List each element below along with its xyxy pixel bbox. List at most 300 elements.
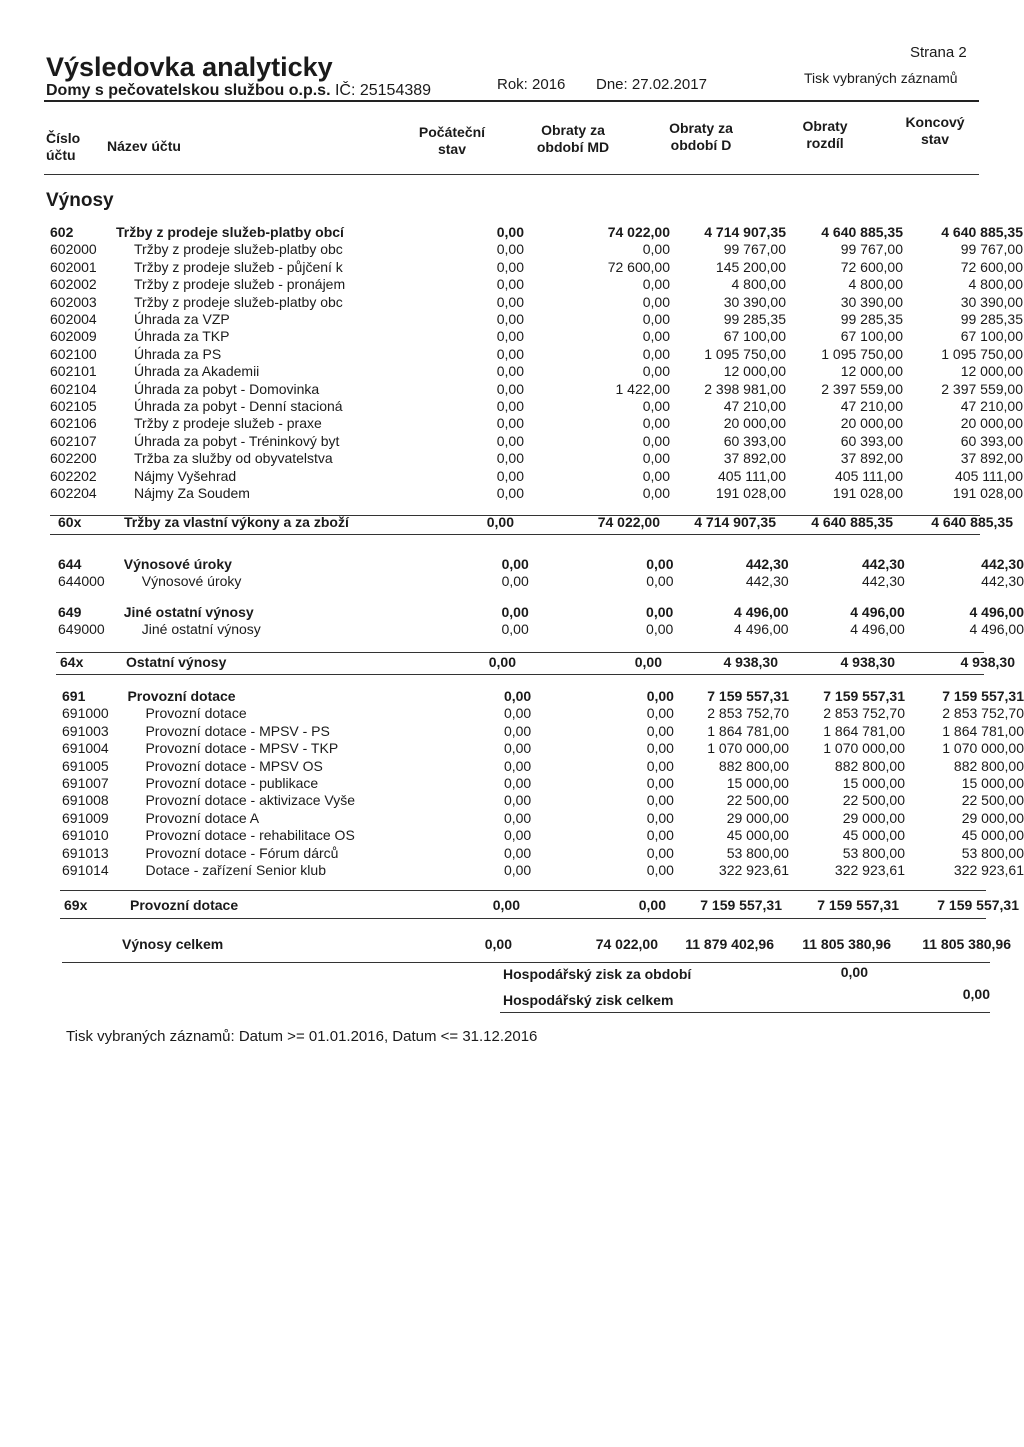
turnover-d: 99 767,00 <box>723 241 786 258</box>
account-name: Dotace - zařízení Senior klub <box>145 862 326 879</box>
account-code: 644 <box>58 556 82 572</box>
account-name: Úhrada za Akademii <box>134 363 260 380</box>
account-code: 602107 <box>50 432 97 449</box>
account-row <box>50 363 1023 380</box>
account-code: 691000 <box>62 705 109 722</box>
print-filter-footer: Tisk vybraných záznamů: Datum >= 01.01.2016, Datum <= 31.12.2016 <box>66 1028 538 1045</box>
turnover-difference: 7 159 557,31 <box>823 688 905 704</box>
col-turnover-difference-line1: Obraty <box>802 118 848 134</box>
closing-balance: 11 805 380,96 <box>922 936 1011 952</box>
turnover-d: 30 390,00 <box>723 293 786 310</box>
closing-balance: 60 393,00 <box>960 432 1023 449</box>
turnover-md: 0,00 <box>646 688 674 704</box>
account-name: Provozní dotace <box>127 688 236 704</box>
subtotal-60x <box>58 514 1013 531</box>
account-name: Úhrada za pobyt - Tréninkový byt <box>134 432 340 449</box>
turnover-d: 442,30 <box>745 573 789 590</box>
account-code: 644000 <box>58 573 105 590</box>
turnover-difference: 882 800,00 <box>834 757 905 774</box>
turnover-difference: 4 640 885,35 <box>821 224 903 240</box>
opening-balance: 0,00 <box>501 556 529 572</box>
account-row <box>58 621 1024 638</box>
account-row <box>50 381 1023 398</box>
account-row <box>50 450 1023 467</box>
turnover-difference: 405 111,00 <box>835 467 903 484</box>
turnover-difference: 4 496,00 <box>850 621 905 638</box>
opening-balance: 0,00 <box>501 573 529 590</box>
turnover-d: 29 000,00 <box>726 809 789 826</box>
turnover-d: 1 070 000,00 <box>707 740 789 757</box>
opening-balance: 0,00 <box>496 380 524 397</box>
organization-line <box>46 82 431 100</box>
account-name: Provozní dotace - rehabilitace OS <box>145 827 355 844</box>
revenue-table-602 <box>50 224 1023 503</box>
turnover-md: 74 022,00 <box>595 936 658 952</box>
opening-balance: 0,00 <box>503 809 532 826</box>
account-code: 60x <box>58 514 82 530</box>
turnover-d: 322 923,61 <box>718 862 789 879</box>
col-turnover-md <box>523 122 623 156</box>
turnover-d: 67 100,00 <box>723 328 786 345</box>
turnover-md: 0,00 <box>646 809 674 826</box>
closing-balance: 442,30 <box>981 556 1024 572</box>
revenue-table-691 <box>62 688 1024 879</box>
turnover-difference: 2 397 559,00 <box>821 380 903 397</box>
organization-name: Domy s pečovatelskou službou o.p.s. <box>46 82 331 99</box>
turnover-difference: 1 095 750,00 <box>821 345 903 362</box>
account-code: 602 <box>50 224 74 240</box>
col-turnover-difference <box>780 118 870 152</box>
account-name: Tržby z prodeje služeb-platby obcí <box>116 224 344 240</box>
account-code: 602009 <box>50 328 97 345</box>
turnover-md: 1 422,00 <box>615 380 670 397</box>
account-code: 602106 <box>50 415 97 432</box>
turnover-d: 4 938,30 <box>723 654 778 670</box>
col-opening-balance-line2: stav <box>437 141 467 157</box>
turnover-md: 0,00 <box>646 792 674 809</box>
account-name: Úhrada za VZP <box>134 311 230 328</box>
account-row <box>50 433 1023 450</box>
summary-row <box>58 514 1013 531</box>
print-selection-label: Tisk vybraných záznamů <box>804 70 958 86</box>
account-name: Tržby z prodeje služeb - praxe <box>134 415 322 432</box>
turnover-d: 45 000,00 <box>726 827 789 844</box>
turnover-md: 0,00 <box>646 604 674 620</box>
col-turnover-difference-line2: rozdíl <box>806 135 844 151</box>
turnover-md: 0,00 <box>642 241 670 258</box>
turnover-d: 145 200,00 <box>715 258 786 275</box>
account-name: Tržby z prodeje služeb - půjčení k <box>134 258 343 275</box>
report-year: Rok: 2016 <box>497 76 566 93</box>
closing-balance: 2 397 559,00 <box>941 380 1023 397</box>
account-row <box>50 294 1023 311</box>
col-turnover-d-line2: období D <box>670 137 732 153</box>
opening-balance: 0,00 <box>496 485 524 502</box>
account-code: 691003 <box>62 722 109 739</box>
turnover-md: 0,00 <box>646 775 674 792</box>
account-code: 602105 <box>50 398 97 415</box>
opening-balance: 0,00 <box>503 792 532 809</box>
turnover-md: 0,00 <box>646 757 674 774</box>
turnover-difference: 72 600,00 <box>840 258 903 275</box>
turnover-md: 0,00 <box>642 467 670 484</box>
turnover-d: 882 800,00 <box>718 757 789 774</box>
account-code <box>64 936 122 953</box>
turnover-difference: 67 100,00 <box>840 328 903 345</box>
account-code: 602202 <box>50 467 97 484</box>
revenue-total <box>64 936 1011 953</box>
col-opening-balance-line1: Počáteční <box>418 124 486 140</box>
closing-balance: 405 111,00 <box>955 467 1023 484</box>
account-name: Tržba za služby od obyvatelstva <box>134 450 333 467</box>
rule-below-profit <box>500 1012 990 1013</box>
closing-balance: 882 800,00 <box>953 757 1024 774</box>
account-code: 602204 <box>50 485 97 502</box>
opening-balance: 0,00 <box>503 722 532 739</box>
turnover-difference: 99 285,35 <box>840 311 903 328</box>
opening-balance: 0,00 <box>503 740 532 757</box>
turnover-md: 72 600,00 <box>607 258 670 275</box>
closing-balance: 322 923,61 <box>953 862 1024 879</box>
closing-balance: 1 095 750,00 <box>941 345 1023 362</box>
account-name: Jiné ostatní výnosy <box>141 621 261 638</box>
account-name: Provozní dotace - MPSV - TKP <box>145 740 339 757</box>
col-closing-balance <box>895 114 975 148</box>
turnover-difference: 442,30 <box>861 556 905 572</box>
account-row <box>62 688 1024 705</box>
account-name: Ostatní výnosy <box>126 654 227 670</box>
turnover-d: 20 000,00 <box>723 415 786 432</box>
turnover-difference: 99 767,00 <box>840 241 903 258</box>
account-row <box>62 862 1024 879</box>
account-name: Nájmy Za Soudem <box>134 485 250 502</box>
subtotal-69x <box>64 897 1019 914</box>
col-account-name: Název účtu <box>107 138 181 154</box>
account-code: 691013 <box>62 844 109 861</box>
closing-balance: 1 864 781,00 <box>942 722 1024 739</box>
account-name: Provozní dotace - MPSV OS <box>145 757 323 774</box>
account-name: Tržby z prodeje služeb-platby obc <box>134 293 343 310</box>
turnover-difference: 30 390,00 <box>840 293 903 310</box>
account-name: Provozní dotace A <box>145 809 260 826</box>
turnover-d: 12 000,00 <box>723 363 786 380</box>
turnover-md: 0,00 <box>642 415 670 432</box>
account-row <box>50 398 1023 415</box>
column-header-rule <box>44 174 979 175</box>
turnover-md: 0,00 <box>642 363 670 380</box>
turnover-md: 0,00 <box>646 827 674 844</box>
closing-balance: 4 640 885,35 <box>931 514 1013 530</box>
turnover-difference: 322 923,61 <box>834 862 905 879</box>
turnover-difference: 4 496,00 <box>850 604 905 620</box>
account-name: Výnosové úroky <box>123 556 232 572</box>
closing-balance: 1 070 000,00 <box>942 740 1024 757</box>
report-date: Dne: 27.02.2017 <box>596 76 707 93</box>
organization-ic: IČ: 25154389 <box>334 82 432 99</box>
account-row <box>62 810 1024 827</box>
section-title: Výnosy <box>46 190 114 211</box>
col-account-number-line1: Číslo <box>46 130 81 146</box>
turnover-d: 15 000,00 <box>726 775 789 792</box>
opening-balance: 0,00 <box>496 467 524 484</box>
account-code: 649 <box>58 604 82 620</box>
closing-balance: 191 028,00 <box>952 485 1023 502</box>
turnover-d: 4 714 907,35 <box>704 224 786 240</box>
rule-above-64x <box>56 652 984 653</box>
account-name: Provozní dotace - MPSV - PS <box>145 722 330 739</box>
page-number: Strana 2 <box>910 44 967 61</box>
account-code: 602001 <box>50 258 97 275</box>
turnover-md: 0,00 <box>638 897 666 913</box>
turnover-md: 0,00 <box>642 450 670 467</box>
profit-period-label: Hospodářský zisk za období <box>503 966 692 982</box>
turnover-d: 1 864 781,00 <box>707 722 789 739</box>
closing-balance: 4 640 885,35 <box>941 224 1023 240</box>
turnover-difference: 1 070 000,00 <box>823 740 905 757</box>
turnover-difference: 29 000,00 <box>842 809 905 826</box>
account-code: 602002 <box>50 276 97 293</box>
account-name: Úhrada za pobyt - Denní stacioná <box>134 398 343 415</box>
account-row <box>62 723 1024 740</box>
revenue-table-649 <box>58 604 1024 639</box>
account-code: 602101 <box>50 363 97 380</box>
account-row <box>62 792 1024 809</box>
opening-balance: 0,00 <box>496 415 524 432</box>
col-turnover-md-line2: období MD <box>536 139 610 155</box>
opening-balance: 0,00 <box>486 514 514 530</box>
summary-row <box>60 654 1015 671</box>
opening-balance: 0,00 <box>496 258 524 275</box>
turnover-md: 0,00 <box>642 432 670 449</box>
account-name: Provozní dotace - Fórum dárců <box>145 844 339 861</box>
closing-balance: 37 892,00 <box>960 450 1023 467</box>
closing-balance: 4 496,00 <box>969 621 1024 638</box>
turnover-md: 0,00 <box>642 276 670 293</box>
account-row <box>62 705 1024 722</box>
account-code: 602003 <box>50 293 97 310</box>
opening-balance: 0,00 <box>503 862 532 879</box>
rule-below-64x <box>56 674 984 675</box>
closing-balance: 99 767,00 <box>960 241 1023 258</box>
col-account-number <box>46 130 80 164</box>
opening-balance: 0,00 <box>496 345 524 362</box>
rule-above-69x <box>60 890 986 891</box>
opening-balance: 0,00 <box>501 604 529 620</box>
account-row <box>62 845 1024 862</box>
account-row <box>62 827 1024 844</box>
turnover-md: 0,00 <box>642 293 670 310</box>
opening-balance: 0,00 <box>496 276 524 293</box>
closing-balance: 7 159 557,31 <box>937 897 1019 913</box>
account-name: Jiné ostatní výnosy <box>123 604 254 620</box>
account-name: Provozní dotace <box>145 705 247 722</box>
account-code: 691014 <box>62 862 109 879</box>
account-code: 691005 <box>62 757 109 774</box>
turnover-difference: 7 159 557,31 <box>817 897 899 913</box>
account-name: Provozní dotace - aktivizace Vyše <box>145 792 356 809</box>
turnover-difference: 12 000,00 <box>840 363 903 380</box>
closing-balance: 30 390,00 <box>960 293 1023 310</box>
account-row <box>58 573 1024 590</box>
closing-balance: 53 800,00 <box>961 844 1024 861</box>
turnover-difference: 4 938,30 <box>840 654 895 670</box>
account-code: 602000 <box>50 241 97 258</box>
turnover-difference: 191 028,00 <box>832 485 903 502</box>
account-row <box>50 328 1023 345</box>
turnover-md: 74 022,00 <box>597 514 660 530</box>
account-name: Úhrada za TKP <box>134 328 230 345</box>
closing-balance: 22 500,00 <box>961 792 1024 809</box>
closing-balance: 2 853 752,70 <box>942 705 1024 722</box>
turnover-d: 37 892,00 <box>723 450 786 467</box>
account-row <box>50 311 1023 328</box>
rule-below-total <box>62 962 990 963</box>
account-name: Nájmy Vyšehrad <box>134 467 237 484</box>
turnover-d: 60 393,00 <box>723 432 786 449</box>
closing-balance: 4 496,00 <box>969 604 1024 620</box>
account-name: Výnosy celkem <box>122 936 224 952</box>
account-code: 691010 <box>62 827 109 844</box>
turnover-d: 4 714 907,35 <box>694 514 776 530</box>
col-account-number-line2: účtu <box>46 147 76 163</box>
account-name: Tržby z prodeje služeb-platby obc <box>134 241 343 258</box>
closing-balance: 72 600,00 <box>960 258 1023 275</box>
turnover-md: 0,00 <box>646 862 674 879</box>
turnover-md: 0,00 <box>646 621 674 638</box>
turnover-d: 4 496,00 <box>734 604 789 620</box>
turnover-difference: 20 000,00 <box>840 415 903 432</box>
account-code: 602200 <box>50 450 97 467</box>
turnover-d: 2 853 752,70 <box>707 705 789 722</box>
turnover-d: 11 879 402,96 <box>685 936 774 952</box>
account-code: 602100 <box>50 345 97 362</box>
account-row <box>50 276 1023 293</box>
account-name: Provozní dotace <box>130 897 239 913</box>
turnover-difference: 60 393,00 <box>840 432 903 449</box>
closing-balance: 29 000,00 <box>961 809 1024 826</box>
opening-balance: 0,00 <box>503 705 532 722</box>
account-code: 691 <box>62 688 86 704</box>
header-rule <box>44 100 979 102</box>
opening-balance: 0,00 <box>484 936 512 952</box>
turnover-difference: 442,30 <box>861 573 905 590</box>
opening-balance: 0,00 <box>492 897 520 913</box>
account-row <box>58 556 1024 573</box>
account-row <box>50 346 1023 363</box>
turnover-md: 0,00 <box>646 705 674 722</box>
turnover-difference: 4 800,00 <box>848 276 903 293</box>
turnover-d: 4 800,00 <box>731 276 786 293</box>
account-code: 691007 <box>62 775 109 792</box>
closing-balance: 7 159 557,31 <box>942 688 1024 704</box>
account-code: 691004 <box>62 740 109 757</box>
closing-balance: 12 000,00 <box>960 363 1023 380</box>
col-closing-balance-line2: stav <box>920 131 950 147</box>
closing-balance: 45 000,00 <box>961 827 1024 844</box>
turnover-difference: 22 500,00 <box>842 792 905 809</box>
opening-balance: 0,00 <box>496 311 524 328</box>
account-row <box>50 485 1023 502</box>
account-row <box>50 259 1023 276</box>
turnover-d: 7 159 557,31 <box>707 688 789 704</box>
account-row <box>50 468 1023 485</box>
turnover-difference: 47 210,00 <box>840 398 903 415</box>
turnover-md: 0,00 <box>646 573 674 590</box>
opening-balance: 0,00 <box>503 775 532 792</box>
closing-balance: 442,30 <box>981 573 1024 590</box>
report-title: Výsledovka analyticky <box>46 52 333 82</box>
account-name: Úhrada za PS <box>134 345 222 362</box>
account-code: 691009 <box>62 809 109 826</box>
opening-balance: 0,00 <box>496 224 524 240</box>
opening-balance: 0,00 <box>501 621 529 638</box>
turnover-d: 191 028,00 <box>715 485 786 502</box>
col-closing-balance-line1: Koncový <box>905 114 965 130</box>
turnover-difference: 1 864 781,00 <box>823 722 905 739</box>
turnover-d: 405 111,00 <box>718 467 786 484</box>
turnover-md: 0,00 <box>642 311 670 328</box>
col-turnover-d-line1: Obraty za <box>669 120 733 136</box>
profit-period-value: 0,00 <box>840 964 868 980</box>
account-name: Provozní dotace - publikace <box>145 775 319 792</box>
account-code: 602004 <box>50 311 97 328</box>
account-row <box>50 224 1023 241</box>
col-turnover-d <box>651 120 751 154</box>
account-code: 64x <box>60 654 84 670</box>
opening-balance: 0,00 <box>496 328 524 345</box>
turnover-md: 0,00 <box>646 740 674 757</box>
opening-balance: 0,00 <box>488 654 516 670</box>
summary-row <box>64 897 1019 914</box>
closing-balance: 47 210,00 <box>960 398 1023 415</box>
closing-balance: 4 800,00 <box>968 276 1023 293</box>
turnover-md: 0,00 <box>642 398 670 415</box>
turnover-md: 0,00 <box>646 844 674 861</box>
turnover-difference: 53 800,00 <box>842 844 905 861</box>
closing-balance: 20 000,00 <box>960 415 1023 432</box>
opening-balance: 0,00 <box>503 688 532 704</box>
turnover-md: 74 022,00 <box>607 224 670 240</box>
closing-balance: 99 285,35 <box>960 311 1023 328</box>
opening-balance: 0,00 <box>496 363 524 380</box>
revenue-table-644 <box>58 556 1024 591</box>
opening-balance: 0,00 <box>496 398 524 415</box>
closing-balance: 67 100,00 <box>960 328 1023 345</box>
account-row <box>50 241 1023 258</box>
account-name: Úhrada za pobyt - Domovinka <box>134 380 320 397</box>
summary-row <box>64 936 1011 953</box>
subtotal-64x <box>60 654 1015 671</box>
turnover-d: 4 496,00 <box>734 621 789 638</box>
profit-total-value: 0,00 <box>962 986 990 1002</box>
turnover-md: 0,00 <box>642 345 670 362</box>
turnover-d: 7 159 557,31 <box>700 897 782 913</box>
opening-balance: 0,00 <box>503 827 532 844</box>
account-row <box>58 604 1024 621</box>
turnover-d: 2 398 981,00 <box>704 380 786 397</box>
opening-balance: 0,00 <box>503 757 532 774</box>
account-code: 602104 <box>50 380 97 397</box>
profit-total-label: Hospodářský zisk celkem <box>503 992 674 1008</box>
turnover-d: 22 500,00 <box>726 792 789 809</box>
turnover-difference: 15 000,00 <box>842 775 905 792</box>
turnover-difference: 45 000,00 <box>842 827 905 844</box>
opening-balance: 0,00 <box>503 844 532 861</box>
account-name: Tržby za vlastní výkony a za zboží <box>124 514 349 530</box>
turnover-d: 99 285,35 <box>723 311 786 328</box>
closing-balance: 15 000,00 <box>961 775 1024 792</box>
opening-balance: 0,00 <box>496 450 524 467</box>
